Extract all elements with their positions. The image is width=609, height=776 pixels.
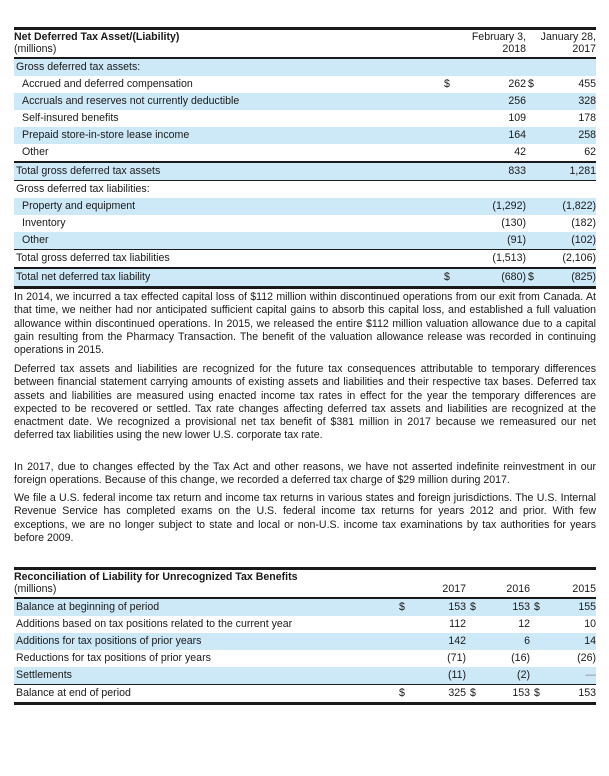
paragraph-tax-examinations: We file a U.S. federal income tax return and income tax returns in various states and foreign jurisdictions. The U.S. Internal Revenue Service has completed exams on the U.S. federal income tax returns for years 2012 and prior. With few exceptions, we are no longer subject to state and local or non-U.S. income tax examinations by tax authorities for years before 2009. xyxy=(14,492,596,544)
table-row: Self-insured benefits 109 178 xyxy=(22,112,596,124)
table-row: Prepaid store-in-store lease income 164 258 xyxy=(14,127,596,144)
table-header-row xyxy=(14,29,596,59)
total-row: Balance at end of period $ 325 $ 153 $ 153 xyxy=(14,685,596,704)
table-title: Net Deferred Tax Asset/(Liability) xyxy=(14,31,180,43)
reconciliation-table xyxy=(14,567,596,705)
table-row: Other 42 62 xyxy=(22,146,596,158)
section-header-assets: Gross deferred tax assets: xyxy=(14,58,596,76)
table-row: Other (91) (102) xyxy=(14,232,596,250)
table-row: Property and equipment (1,292) (1,822) xyxy=(14,198,596,215)
paragraph-foreign-reinvestment: In 2017, due to changes effected by the Tax Act and other reasons, we have not asserted indefinite reinvestment in our foreign operations. Because of this change, we recorded a deferred tax charge of $29 million during 2017. xyxy=(14,461,596,487)
table-row: Accrued and deferred compensation $ 262 $ 455 xyxy=(22,78,596,90)
deferred-tax-table xyxy=(14,27,596,289)
table-row: Additions for tax positions of prior years 142 6 14 xyxy=(14,633,596,650)
paragraph-canada-capital-loss: In 2014, we incurred a tax effected capital loss of $112 million within discontinued operations from our exit from Canada. At that time, we neither had nor anticipated sufficient capital gains to absorb this capital loss, and established a full valuation allowance within discontinued operations. In 2015, we released the entire $112 million valuation allowance due to a capital gain resulting from the Pharmacy Transaction. The benefit of the valuation allowance release was recorded in continuing operations in 2015. xyxy=(14,291,596,357)
column-header-2015: 2015 xyxy=(542,569,596,599)
table-units: (millions) xyxy=(14,582,57,595)
table-row: Balance at beginning of period $ 153 $ 153 $ 155 xyxy=(14,598,596,616)
table-header-row xyxy=(14,569,596,599)
paragraph-deferred-tax-recognition: Deferred tax assets and liabilities are recognized for the future tax consequences attributable to temporary differences between financial statement carrying amounts of existing assets and liabilities and their respective tax bases. Deferred tax assets and liabilities are measured using enacted income tax rates in effect for the year the temporary differences are expected to be recovered or settled. Tax rate changes affecting deferred tax assets and liabilities are recognized at the enactment date. We recognized a provisional net tax benefit of $381 million in 2017 because we remeasured our net deferred tax liabilities using the new lower U.S. corporate tax rate. xyxy=(14,363,596,442)
column-header-2017: January 28, 2017 xyxy=(538,29,596,59)
column-header-2016: 2016 xyxy=(478,569,530,599)
table-row: Accruals and reserves not currently deductible 256 328 xyxy=(14,93,596,110)
table-row: Inventory (130) (182) xyxy=(22,217,596,229)
column-header-2018: February 3, 2018 xyxy=(456,29,526,59)
table-units: (millions) xyxy=(14,42,57,55)
column-header-2017: 2017 xyxy=(411,569,466,599)
total-row: Total gross deferred tax liabilities (1,513) (2,106) xyxy=(14,250,596,269)
total-row: Total gross deferred tax assets 833 1,281 xyxy=(14,162,596,181)
table-title: Reconciliation of Liability for Unrecognized Tax Benefits xyxy=(14,571,298,583)
table-row: Settlements (11) (2) — xyxy=(14,667,596,685)
net-total-row: Total net deferred tax liability $ (680) $ (825) xyxy=(14,268,596,288)
section-header-liabilities: Gross deferred tax liabilities: xyxy=(14,181,596,199)
table-title-cell xyxy=(14,29,444,59)
table-row: Additions based on tax positions related to the current year 112 12 10 xyxy=(16,618,596,630)
table-row: Reductions for tax positions of prior years (71) (16) (26) xyxy=(16,652,596,664)
